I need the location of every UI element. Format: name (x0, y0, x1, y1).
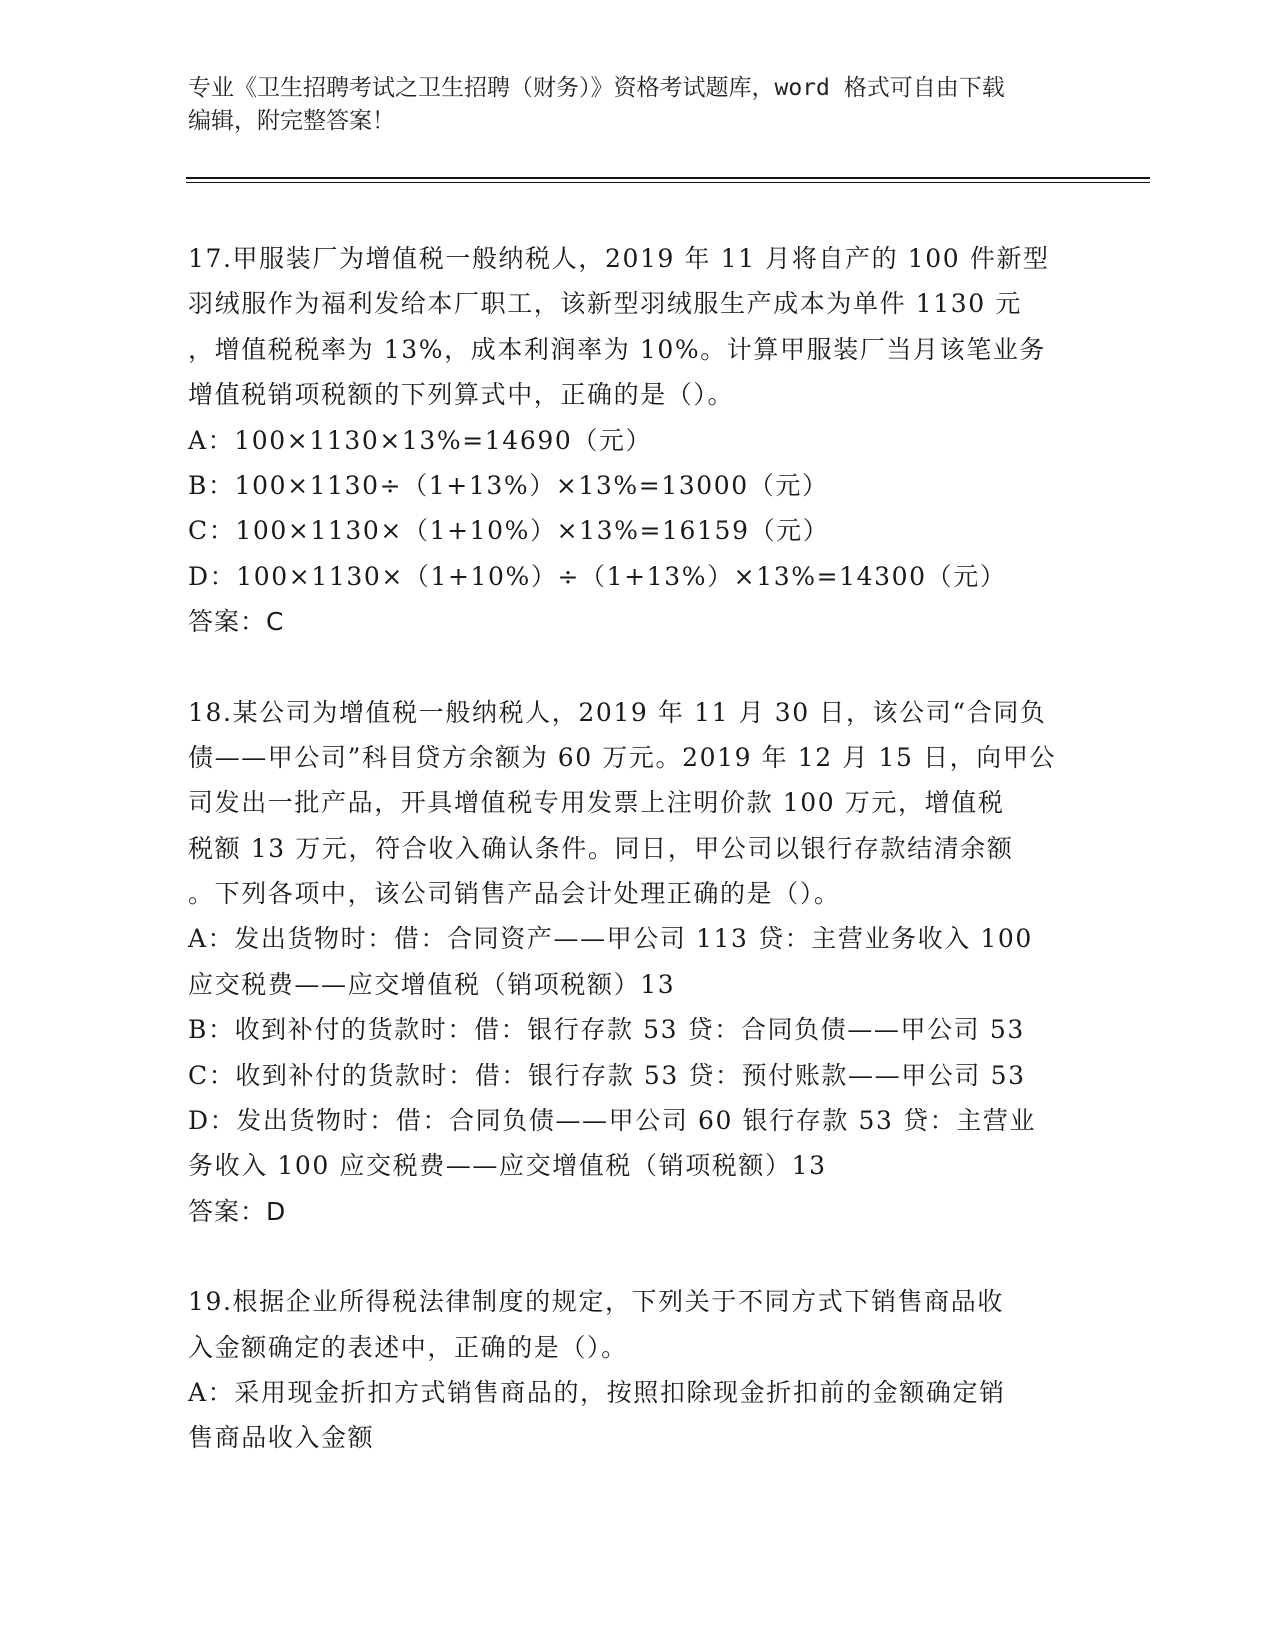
question-text-line: 增值税销项税额的下列算式中，正确的是（）。 (188, 380, 735, 410)
option-b: B：收到补付的货款时：借：银行存款 53 贷：合同负债——甲公司 53 (188, 1015, 1025, 1045)
header-rule-thin (186, 182, 1150, 183)
question-text-line: 羽绒服作为福利发给本厂职工，该新型羽绒服生产成本为单件 1130 元 (188, 289, 1022, 319)
answer-label: 答案：C (188, 607, 285, 637)
question-text-line: 入金额确定的表述中，正确的是（）。 (188, 1332, 628, 1362)
question-text-line: 。下列各项中，该公司销售产品会计处理正确的是（）。 (188, 879, 841, 909)
question-text-line: 18.某公司为增值税一般纳税人，2019 年 11 月 30 日，该公司“合同负 (188, 697, 1047, 727)
question-19 (188, 1279, 1088, 1461)
option-a: A：采用现金折扣方式销售商品的，按照扣除现金折扣前的金额确定销 (188, 1377, 1006, 1407)
document-header (188, 72, 1068, 138)
option-a-continued: 应交税费——应交增值税（销项税额）13 (188, 969, 676, 999)
question-text-line: ，增值税税率为 13%，成本利润率为 10%。计算甲服装厂当月该笔业务 (188, 334, 1047, 364)
header-rule-thick (186, 177, 1150, 179)
question-18 (188, 690, 1088, 1235)
question-spacer (188, 1234, 1088, 1279)
question-17 (188, 236, 1088, 645)
header-line-2: 编辑，附完整答案！ (188, 108, 395, 134)
option-d: D：100×1130×（1+10%）÷（1+13%）×13%=14300（元） (188, 561, 1007, 591)
question-text-line: 19.根据企业所得税法律制度的规定，下列关于不同方式下销售商品收 (188, 1287, 1004, 1317)
option-a: A：100×1130×13%=14690（元） (188, 425, 653, 455)
answer-label: 答案：D (188, 1196, 287, 1226)
question-list (188, 236, 1088, 1461)
option-c: C：收到补付的货款时：借：银行存款 53 贷：预付账款——甲公司 53 (188, 1060, 1026, 1090)
option-a-continued: 售商品收入金额 (188, 1423, 375, 1453)
question-text-line: 税额 13 万元，符合收入确认条件。同日，甲公司以银行存款结清余额 (188, 833, 1014, 863)
option-d: D：发出货物时：借：合同负债——甲公司 60 银行存款 53 贷：主营业 (188, 1106, 1037, 1136)
option-d-continued: 务收入 100 应交税费——应交增值税（销项税额）13 (188, 1151, 827, 1181)
question-spacer (188, 645, 1088, 690)
question-text-line: 债——甲公司”科目贷方余额为 60 万元。2019 年 12 月 15 日，向甲公 (188, 742, 1057, 772)
option-a: A：发出货物时：借：合同资产——甲公司 113 贷：主营业务收入 100 (188, 924, 1033, 954)
header-line-1: 专业《卫生招聘考试之卫生招聘（财务）》资格考试题库，word 格式可自由下载 (188, 75, 1005, 101)
option-c: C：100×1130×（1+10%）×13%=16159（元） (188, 516, 830, 546)
question-text-line: 司发出一批产品，开具增值税专用发票上注明价款 100 万元，增值税 (188, 788, 1005, 818)
question-text-line: 17.甲服装厂为增值税一般纳税人，2019 年 11 月将自产的 100 件新型 (188, 244, 1050, 273)
option-b: B：100×1130÷（1+13%）×13%=13000（元） (188, 470, 829, 500)
